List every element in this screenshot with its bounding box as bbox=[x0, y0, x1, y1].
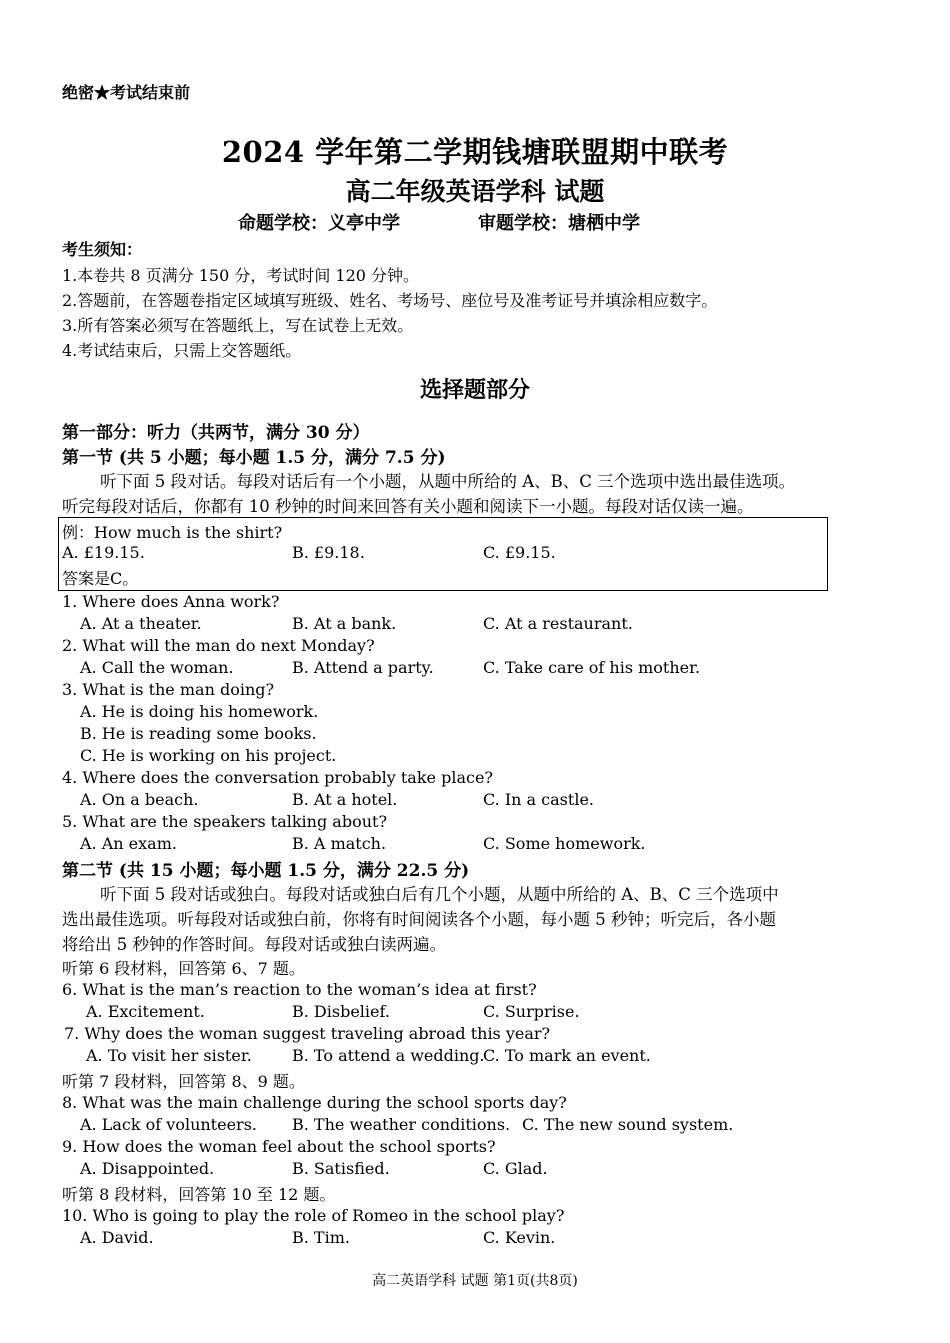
question-5: 5. What are the speakers talking about? bbox=[62, 812, 388, 831]
section1-instructions: 听下面 5 段对话。每段对话后有一个小题，从题中所给的 A、B、C 三个选项中选出最佳选项。 bbox=[100, 472, 796, 491]
confidential-label: 绝密★考试结束前 bbox=[62, 83, 191, 102]
q3-option-a: A. He is doing his homework. bbox=[80, 702, 319, 721]
section-title: 选择题部分 bbox=[419, 377, 530, 403]
q1-option-b: B. At a bank. bbox=[292, 614, 397, 633]
question-10: 10. Who is going to play the role of Romeo in the school play? bbox=[62, 1206, 565, 1225]
q3-option-b: B. He is reading some books. bbox=[80, 724, 317, 743]
question-3: 3. What is the man doing? bbox=[62, 680, 275, 699]
q9-option-c: C. Glad. bbox=[483, 1159, 548, 1178]
section1-heading: 第一节 (共 5 小题；每小题 1.5 分，满分 7.5 分) bbox=[62, 448, 446, 468]
question-1: 1. Where does Anna work? bbox=[62, 592, 280, 611]
q4-option-b: B. At a hotel. bbox=[292, 790, 398, 809]
example-option-a: A. £19.15. bbox=[62, 543, 145, 562]
reviewer-school: 审题学校：塘栖中学 bbox=[478, 213, 640, 234]
example-question: 例：How much is the shirt? bbox=[62, 523, 283, 542]
q5-option-a: A. An exam. bbox=[80, 834, 177, 853]
section2-instructions: 听下面 5 段对话或独白。每段对话或独白后有几个小题，从题中所给的 A、B、C 三个选项中 bbox=[100, 885, 779, 904]
material-7-label: 听第 7 段材料，回答第 8、9 题。 bbox=[62, 1072, 305, 1091]
q10-option-c: C. Kevin. bbox=[483, 1228, 556, 1247]
q8-option-a: A. Lack of volunteers. bbox=[80, 1115, 257, 1134]
material-8-label: 听第 8 段材料，回答第 10 至 12 题。 bbox=[62, 1185, 336, 1204]
q2-option-b: B. Attend a party. bbox=[292, 658, 434, 677]
page-footer: 高二英语学科 试题 第1页(共8页) bbox=[372, 1273, 578, 1289]
question-2: 2. What will the man do next Monday? bbox=[62, 636, 375, 655]
q5-option-c: C. Some homework. bbox=[483, 834, 646, 853]
notice-item: 4.考试结束后，只需上交答题纸。 bbox=[62, 341, 302, 360]
example-option-c: C. £9.15. bbox=[483, 543, 556, 562]
example-answer: 答案是C。 bbox=[62, 569, 139, 588]
notice-item: 1.本卷共 8 页满分 150 分，考试时间 120 分钟。 bbox=[62, 266, 420, 285]
q2-option-c: C. Take care of his mother. bbox=[483, 658, 701, 677]
question-4: 4. Where does the conversation probably take place? bbox=[62, 768, 493, 787]
q6-option-a: A. Excitement. bbox=[86, 1002, 205, 1021]
q2-option-a: A. Call the woman. bbox=[80, 658, 234, 677]
q9-option-a: A. Disappointed. bbox=[80, 1159, 215, 1178]
q6-option-b: B. Disbelief. bbox=[292, 1002, 390, 1021]
q8-option-c: C. The new sound system. bbox=[522, 1115, 734, 1134]
question-7: 7. Why does the woman suggest traveling abroad this year? bbox=[64, 1024, 551, 1043]
school-info bbox=[238, 209, 640, 235]
notice-item: 3.所有答案必须写在答题纸上，写在试卷上无效。 bbox=[62, 316, 414, 335]
question-8: 8. What was the main challenge during the school sports day? bbox=[62, 1093, 567, 1112]
q3-option-c: C. He is working on his project. bbox=[80, 746, 337, 765]
q6-option-c: C. Surprise. bbox=[483, 1002, 580, 1021]
q7-option-b: B. To attend a wedding. bbox=[292, 1046, 485, 1065]
q10-option-b: B. Tim. bbox=[292, 1228, 350, 1247]
q1-option-c: C. At a restaurant. bbox=[483, 614, 633, 633]
exam-title: 2024 学年第二学期钱塘联盟期中联考 bbox=[221, 135, 729, 169]
q7-option-c: C. To mark an event. bbox=[483, 1046, 651, 1065]
q10-option-a: A. David. bbox=[80, 1228, 154, 1247]
q8-option-b: B. The weather conditions. bbox=[292, 1115, 511, 1134]
q4-option-a: A. On a beach. bbox=[80, 790, 199, 809]
notice-item: 2.答题前，在答题卷指定区域填写班级、姓名、考场号、座位号及准考证号并填涂相应数字。 bbox=[62, 291, 718, 310]
q4-option-c: C. In a castle. bbox=[483, 790, 594, 809]
exam-subtitle: 高二年级英语学科 试题 bbox=[345, 177, 605, 206]
section2-instructions: 将给出 5 秒钟的作答时间。每段对话或独白读两遍。 bbox=[62, 935, 446, 954]
q9-option-b: B. Satisfied. bbox=[292, 1159, 390, 1178]
question-6: 6. What is the man’s reaction to the woman’s idea at first? bbox=[62, 980, 537, 999]
section2-instructions: 选出最佳选项。听每段对话或独白前，你将有时间阅读各个小题，每小题 5 秒钟；听完后，各小题 bbox=[62, 910, 776, 929]
section1-instructions: 听完每段对话后，你都有 10 秒钟的时间来回答有关小题和阅读下一小题。每段对话仅读一遍。 bbox=[62, 497, 754, 516]
material-6-label: 听第 6 段材料，回答第 6、7 题。 bbox=[62, 959, 305, 978]
proposer-school: 命题学校：义亭中学 bbox=[238, 213, 400, 234]
example-option-b: B. £9.18. bbox=[292, 543, 365, 562]
q7-option-a: A. To visit her sister. bbox=[86, 1046, 252, 1065]
section2-heading: 第二节 (共 15 小题；每小题 1.5 分，满分 22.5 分) bbox=[62, 861, 470, 881]
notice-heading: 考生须知： bbox=[62, 240, 143, 259]
q5-option-b: B. A match. bbox=[292, 834, 387, 853]
part1-heading: 第一部分：听力（共两节，满分 30 分） bbox=[62, 423, 370, 443]
question-9: 9. How does the woman feel about the school sports? bbox=[62, 1137, 496, 1156]
q1-option-a: A. At a theater. bbox=[80, 614, 202, 633]
